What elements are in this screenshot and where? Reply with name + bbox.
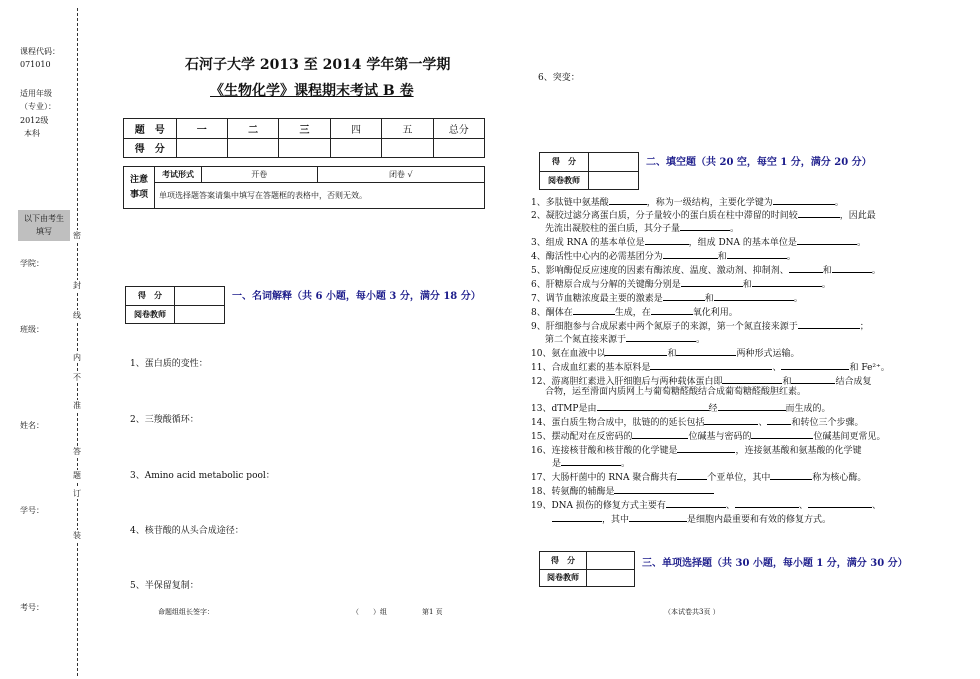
fill-text: 、 xyxy=(772,363,782,373)
section1-title: 一、名词解释（共 6 小题，每小题 3 分，满分 18 分） xyxy=(232,291,481,302)
blank[interactable] xyxy=(651,305,693,315)
fill-text: 第二个氮直接来源于 xyxy=(545,335,627,345)
blank[interactable] xyxy=(798,319,860,329)
blank[interactable] xyxy=(722,374,782,384)
fill-text: 9、肝细胞参与合成尿素中两个氮原子的来源，第一个氮直接来源于 xyxy=(531,322,798,332)
blank[interactable] xyxy=(704,415,758,425)
binding-char: 装 xyxy=(73,531,81,540)
fill-item-12-cont: 合物，运至滑面内质网上与葡萄糖醛酸结合成葡萄糖醛酸胆红素。 xyxy=(545,387,807,397)
fill-text: 19、DNA 损伤的修复方式主要有 xyxy=(531,501,666,511)
fill-item-16 xyxy=(531,443,861,457)
fill-text: ，称为一级结构，主要化学键为 xyxy=(646,198,773,208)
blank[interactable] xyxy=(681,277,743,287)
binding-char: 答 xyxy=(73,447,81,456)
blank[interactable] xyxy=(808,498,872,508)
footer-group: （ ）组 xyxy=(352,608,387,616)
score-cell[interactable] xyxy=(330,138,381,158)
blank[interactable] xyxy=(770,470,812,480)
notice-text: 单项选择题答案请集中填写在答题框的表格中，否则无效。 xyxy=(155,183,485,209)
grader-box-score: 得 分 xyxy=(540,153,589,172)
fill-text: 生成，在 xyxy=(614,308,651,318)
fill-text: 和 xyxy=(822,266,832,276)
grader-box-3 xyxy=(539,551,635,587)
fill-text: 个亚单位，其中 xyxy=(707,473,771,483)
blank[interactable] xyxy=(573,305,615,315)
fill-text: 12、游离胆红素进入肝细胞后与两种载体蛋白即 xyxy=(531,377,723,387)
fill-text: 11、合成血红素的基本原料是 xyxy=(531,363,651,373)
binding-char: 密 xyxy=(73,231,81,240)
fill-text: 10、氨在血液中以 xyxy=(531,349,606,359)
fill-item-2-cont xyxy=(545,221,739,235)
notice-label-line1: 注意 xyxy=(129,174,148,185)
fill-text: 18、转氨酶的辅酶是 xyxy=(531,487,615,497)
blank[interactable] xyxy=(597,401,709,411)
section1-item-6: 6、突变： xyxy=(538,73,580,83)
class-label: 班级： xyxy=(20,325,44,334)
binding-char: 准 xyxy=(73,401,81,410)
blank[interactable] xyxy=(789,263,823,273)
score-table-col: 一 xyxy=(176,119,227,139)
blank[interactable] xyxy=(632,429,688,439)
blank[interactable] xyxy=(781,360,849,370)
fill-item-19-cont xyxy=(552,512,831,526)
fill-text: 。 xyxy=(871,266,881,276)
fill-text: 8、酮体在 xyxy=(531,308,573,318)
fill-text: 、 xyxy=(758,418,768,428)
grade-label: 适用年级 xyxy=(20,89,52,98)
examinee-fill-line2: 填写 xyxy=(36,227,52,236)
grader-box xyxy=(125,286,225,324)
fill-text: 。 xyxy=(793,294,803,304)
blank[interactable] xyxy=(791,374,835,384)
fill-text: 位碱基与密码的 xyxy=(688,432,752,442)
fill-text: 和 xyxy=(667,349,677,359)
student-id-label: 学号： xyxy=(20,506,44,515)
blank[interactable] xyxy=(680,221,730,231)
blank[interactable] xyxy=(605,346,667,356)
name-label: 姓名： xyxy=(20,421,44,430)
course-code-value: 071010 xyxy=(20,60,51,69)
fill-text: 是细胞内最重要和有效的修复方式。 xyxy=(687,515,832,525)
score-table-col: 三 xyxy=(279,119,330,139)
blank[interactable] xyxy=(797,235,857,245)
fill-item-9 xyxy=(531,319,869,333)
blank[interactable] xyxy=(773,195,835,205)
blank[interactable] xyxy=(663,291,705,301)
score-table-col: 四 xyxy=(330,119,381,139)
blank[interactable] xyxy=(561,456,621,466)
fill-text: 。 xyxy=(821,280,831,290)
section3-title: 三、单项选择题（共 30 小题，每小题 1 分，满分 30 分） xyxy=(642,558,908,569)
blank[interactable] xyxy=(609,195,647,205)
blank[interactable] xyxy=(650,360,772,370)
fill-text: 和 Fe²⁺。 xyxy=(849,363,890,373)
footer-total-pages: （本试卷共3页 ） xyxy=(664,608,720,616)
fill-text: 3、组成 RNA 的基本单位是 xyxy=(531,238,645,248)
grader-box-teacher: 阅卷教师 xyxy=(540,171,589,190)
fill-item-7 xyxy=(531,291,803,305)
fill-text: 13、dTMP是由 xyxy=(531,404,597,414)
fill-text: 1、多肽链中氨基酸 xyxy=(531,198,609,208)
section1-item: 4、核苷酸的从头合成途径： xyxy=(130,526,244,536)
fill-text: 和 xyxy=(782,377,792,387)
fill-item-2 xyxy=(531,208,876,222)
fill-item-4 xyxy=(531,249,796,263)
blank[interactable] xyxy=(735,498,799,508)
blank[interactable] xyxy=(666,498,726,508)
binding-char: 订 xyxy=(73,489,81,498)
fill-item-10 xyxy=(531,346,799,360)
footer-page: 第1 页 xyxy=(422,608,443,616)
fill-item-5 xyxy=(531,263,881,277)
fill-text: 5、影响酶促反应速度的因素有酶浓度、温度、激动剂、抑制剂、 xyxy=(531,266,789,276)
section1-item: 2、三羧酸循环： xyxy=(130,415,199,425)
score-table-col: 二 xyxy=(227,119,278,139)
fill-item-14 xyxy=(531,415,864,429)
grader-box-teacher-cell[interactable] xyxy=(587,569,635,587)
fill-text: 、 xyxy=(871,501,881,511)
grader-box-teacher-cell[interactable] xyxy=(175,305,225,324)
score-table-row-label: 题 号 xyxy=(124,119,177,139)
fill-text: ，连接氨基酸和氨基酸的化学键 xyxy=(735,446,862,456)
grade-value-level: 本科 xyxy=(24,129,40,138)
blank[interactable] xyxy=(718,401,786,411)
grader-box-score-cell[interactable] xyxy=(587,552,635,570)
grade-value: 2012级 xyxy=(20,116,49,125)
blank[interactable] xyxy=(552,512,602,522)
binding-char: 内 xyxy=(73,353,81,362)
fill-text: 2、凝胶过滤分离蛋白质，分子量较小的蛋白质在柱中滞留的时间较 xyxy=(531,211,798,221)
score-cell[interactable] xyxy=(176,138,227,158)
binding-char: 不 xyxy=(73,373,81,382)
blank[interactable] xyxy=(614,484,714,494)
blank[interactable] xyxy=(663,249,718,259)
fill-item-9-cont xyxy=(545,332,705,346)
score-cell[interactable] xyxy=(227,138,278,158)
university-term: 石河子大学 2013 至 2014 学年第一学期 xyxy=(185,57,451,73)
fill-text: 而生成的。 xyxy=(785,404,831,414)
binding-char: 线 xyxy=(73,311,81,320)
fill-item-6 xyxy=(531,277,831,291)
grader-box-teacher: 阅卷教师 xyxy=(126,305,175,324)
binding-line xyxy=(77,8,78,676)
fill-text: 和 xyxy=(704,294,714,304)
fill-text: 。 xyxy=(856,238,866,248)
exam-no-label: 考号： xyxy=(20,603,44,612)
score-table-row-label: 得 分 xyxy=(124,138,177,158)
fill-text: 经 xyxy=(708,404,718,414)
fill-text: 。 xyxy=(786,252,796,262)
blank[interactable] xyxy=(676,346,736,356)
fill-item-13 xyxy=(531,401,831,415)
fill-text: 15、摆动配对在反密码的 xyxy=(531,432,633,442)
exam-form-open: 开卷 xyxy=(202,167,318,183)
blank[interactable] xyxy=(752,277,822,287)
grader-box-score-cell[interactable] xyxy=(175,287,225,306)
exam-form-closed: 闭卷 √ xyxy=(317,167,484,183)
grader-box-teacher-cell[interactable] xyxy=(589,171,639,190)
blank[interactable] xyxy=(677,443,735,453)
fill-text: 和 xyxy=(717,252,727,262)
fill-text: 。 xyxy=(730,224,740,234)
grader-box-score: 得 分 xyxy=(126,287,175,306)
course-code-label: 课程代码： xyxy=(20,47,60,56)
score-table-col: 五 xyxy=(382,119,433,139)
exam-form-label: 考试形式 xyxy=(155,167,202,183)
blank[interactable] xyxy=(832,263,872,273)
fill-item-17 xyxy=(531,470,866,484)
section2-title: 二、填空题（共 20 空，每空 1 分，满分 20 分） xyxy=(646,157,872,168)
grade-label-major: （专业）： xyxy=(20,102,56,111)
fill-text: 和转位三个步骤。 xyxy=(791,418,864,428)
score-table xyxy=(123,118,485,158)
fill-text: 。 xyxy=(696,335,706,345)
section1-item: 1、蛋白质的变性： xyxy=(130,359,208,369)
grader-box-2 xyxy=(539,152,639,190)
notice-label-line2: 事项 xyxy=(129,189,148,200)
footer-signer: 命题组组长签字： xyxy=(158,608,214,616)
blank[interactable] xyxy=(677,470,707,480)
score-cell[interactable] xyxy=(279,138,330,158)
fill-text: 17、大肠杆菌中的 RNA 聚合酶共有 xyxy=(531,473,678,483)
fill-text: 位碱基间更常见。 xyxy=(813,432,886,442)
fill-text: ，组成 DNA 的基本单位是 xyxy=(688,238,797,248)
fill-text: 称为核心酶。 xyxy=(812,473,867,483)
college-label: 学院： xyxy=(20,259,44,268)
fill-text: ，因此最 xyxy=(839,211,876,221)
fill-text: 两种形式运输。 xyxy=(736,349,800,359)
fill-text: 。 xyxy=(621,459,631,469)
examinee-fill-box xyxy=(18,210,70,241)
notice-label xyxy=(124,167,155,209)
blank[interactable] xyxy=(626,332,696,342)
fill-text: ，其中 xyxy=(602,515,630,525)
fill-item-3 xyxy=(531,235,866,249)
fill-item-19 xyxy=(531,498,881,512)
fill-item-16-cont xyxy=(552,456,630,470)
fill-item-12 xyxy=(531,374,872,388)
fill-text: 氧化利用。 xyxy=(692,308,738,318)
fill-item-8 xyxy=(531,305,738,319)
score-cell[interactable] xyxy=(382,138,433,158)
grader-box-score: 得 分 xyxy=(540,552,587,570)
fill-item-1 xyxy=(531,195,844,209)
blank[interactable] xyxy=(714,291,794,301)
blank[interactable] xyxy=(751,429,813,439)
fill-item-15 xyxy=(531,429,885,443)
grader-box-teacher: 阅卷教师 xyxy=(540,569,587,587)
exam-title: 《生物化学》课程期末考试 B 卷 xyxy=(210,83,414,99)
notice-table xyxy=(123,166,485,209)
binding-char: 封 xyxy=(73,281,81,290)
fill-text: ； xyxy=(859,322,869,332)
binding-char: 题 xyxy=(73,471,81,480)
fill-text: 7、调节血糖浓度最主要的激素是 xyxy=(531,294,663,304)
examinee-fill-line1: 以下由考生 xyxy=(24,214,64,223)
fill-text: 14、蛋白质生物合成中，肽链的的延长包括 xyxy=(531,418,705,428)
section1-item: 5、半保留复制： xyxy=(130,581,199,591)
fill-text: 4、酶活性中心内的必需基团分为 xyxy=(531,252,663,262)
score-cell[interactable] xyxy=(433,138,484,158)
fill-text: 先流出凝胶柱的蛋白质，其分子量 xyxy=(545,224,681,234)
blank[interactable] xyxy=(767,415,791,425)
grader-box-score-cell[interactable] xyxy=(589,153,639,172)
blank[interactable] xyxy=(645,235,689,245)
fill-text: 和 xyxy=(742,280,752,290)
section1-item: 3、Amino acid metabolic pool： xyxy=(130,471,275,481)
fill-text: 结合成复 xyxy=(835,377,872,387)
fill-item-18 xyxy=(531,484,714,498)
fill-text: 6、肝糖原合成与分解的关键酶分别是 xyxy=(531,280,681,290)
fill-text: 是 xyxy=(552,459,562,469)
blank[interactable] xyxy=(727,249,787,259)
score-table-col: 总分 xyxy=(433,119,484,139)
blank[interactable] xyxy=(798,208,840,218)
fill-text: 、 xyxy=(725,501,735,511)
fill-text: 。 xyxy=(834,198,844,208)
fill-text: 16、连接核苷酸和核苷酸的化学键是 xyxy=(531,446,678,456)
fill-text: 、 xyxy=(798,501,808,511)
fill-item-11 xyxy=(531,360,890,374)
blank[interactable] xyxy=(629,512,687,522)
